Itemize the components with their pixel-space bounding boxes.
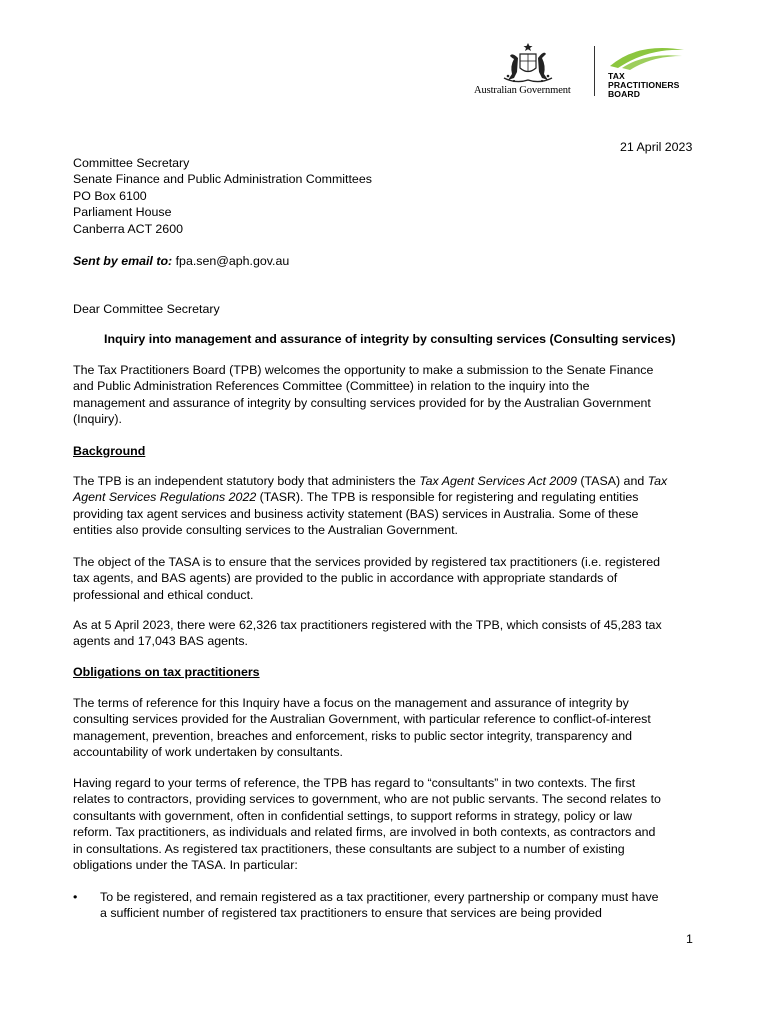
paragraph-line: Having regard to your terms of reference, the TPB has regard to “consultants” in two contexts. The first — [73, 776, 636, 790]
paragraph-line: management and assurance of integrity by consulting services provided for by the Australian Government — [73, 395, 651, 410]
background-paragraph-1 — [73, 473, 698, 539]
australian-government-wordmark: Australian Government — [474, 85, 571, 96]
paragraph-line: accountability of work undertaken by consultants. — [73, 745, 343, 760]
tpb-wordmark-line: TAX — [608, 71, 625, 81]
address-line: Committee Secretary — [73, 156, 190, 170]
recipient-address — [73, 155, 372, 237]
regulations-title-end: Agent Services Regulations 2022 — [73, 490, 257, 505]
address-line: PO Box 6100 — [73, 188, 147, 203]
regulations-title-start: Tax — [647, 474, 668, 488]
email-label: Sent by email to: — [73, 254, 173, 268]
tpb-wordmark — [608, 72, 688, 98]
paragraph-line: obligations under the TASA. In particular: — [73, 858, 298, 873]
paragraph-line: in consultations. As registered tax practitioners, these consultants are subject to a number of existing — [73, 841, 625, 856]
salutation: Dear Committee Secretary — [73, 302, 220, 316]
subject-heading: Inquiry into management and assurance of integrity by consulting services (Consulting services) — [104, 332, 676, 346]
australian-coat-of-arms-icon — [498, 42, 558, 84]
email-line — [73, 253, 289, 269]
background-paragraph-3 — [73, 617, 698, 650]
tpb-swoosh-icon — [608, 44, 686, 70]
obligations-paragraph-1 — [73, 695, 698, 761]
address-line: Parliament House — [73, 205, 172, 220]
paragraph-line: As at 5 April 2023, there were 62,326 tax practitioners registered with the TPB, which consists of 45,283 tax — [73, 618, 662, 632]
address-line: Canberra ACT 2600 — [73, 221, 183, 236]
paragraph-line: reform. Tax practitioners, as individuals and related firms, are involved in both contexts, as contractors and — [73, 825, 656, 840]
tpb-wordmark-line: BOARD — [608, 88, 641, 99]
paragraph-line: and Public Administration References Committee (Committee) in relation to the inquiry into the — [73, 379, 590, 394]
paragraph-line: consultants with government, often in confidential settings, to support reforms in strategy, policy or law — [73, 808, 632, 823]
text-run: (TASA) and — [576, 474, 648, 488]
paragraph-line: entities also provide consulting services to the Australian Government. — [73, 523, 458, 538]
paragraph-line — [73, 489, 698, 505]
paragraph-line: The Tax Practitioners Board (TPB) welcomes the opportunity to make a submission to the Senate Finance — [73, 363, 654, 377]
paragraph-line: To be registered, and remain registered as a tax practitioner, every partnership or company must have — [100, 890, 659, 904]
act-title: Tax Agent Services Act 2009 — [419, 474, 577, 488]
paragraph-line: (Inquiry). — [73, 412, 122, 427]
obligations-paragraph-2 — [73, 775, 698, 873]
paragraph-line: tax agents, and BAS agents) are provided to the public in accordance with appropriate standards of — [73, 571, 618, 586]
paragraph-line: The object of the TASA is to ensure that the services provided by registered tax practitioners (i.e. registered — [73, 555, 661, 569]
bullet-item — [100, 889, 700, 922]
paragraph-line: agents and 17,043 BAS agents. — [73, 634, 248, 649]
paragraph-line: The terms of reference for this Inquiry have a focus on the management and assurance of integrity by — [73, 696, 629, 710]
address-line: Senate Finance and Public Administration Committees — [73, 172, 372, 187]
logo-divider — [594, 46, 595, 96]
paragraph-line — [73, 473, 698, 489]
bullet-marker: • — [73, 890, 78, 904]
paragraph-line: relates to contractors, providing services to government, who are not public servants. The second relates to — [73, 792, 661, 807]
background-heading: Background — [73, 444, 146, 458]
intro-paragraph — [73, 362, 698, 428]
paragraph-line: a sufficient number of registered tax practitioners to ensure that services are being provided — [100, 906, 602, 921]
page-number: 1 — [686, 932, 693, 946]
header-logos — [474, 42, 694, 100]
text-run: (TASR). The TPB is responsible for registering and regulating entities — [256, 490, 639, 505]
paragraph-line: consulting services provided for the Australian Government, with particular reference to conflict-of-interest — [73, 712, 651, 727]
tpb-wordmark-line: PRACTITIONERS — [608, 79, 680, 90]
paragraph-line: professional and ethical conduct. — [73, 587, 254, 602]
obligations-heading: Obligations on tax practitioners — [73, 665, 260, 679]
background-paragraph-2 — [73, 554, 698, 603]
paragraph-line: providing tax agent services and business activity statement (BAS) services in Australia. Some of these — [73, 506, 639, 521]
email-address: fpa.sen@aph.gov.au — [175, 254, 290, 268]
paragraph-line: management, prevention, breaches and enforcement, risks to public sector integrity, transparency and — [73, 728, 633, 743]
text-run: The TPB is an independent statutory body that administers the — [73, 474, 420, 488]
letter-date: 21 April 2023 — [620, 140, 693, 154]
